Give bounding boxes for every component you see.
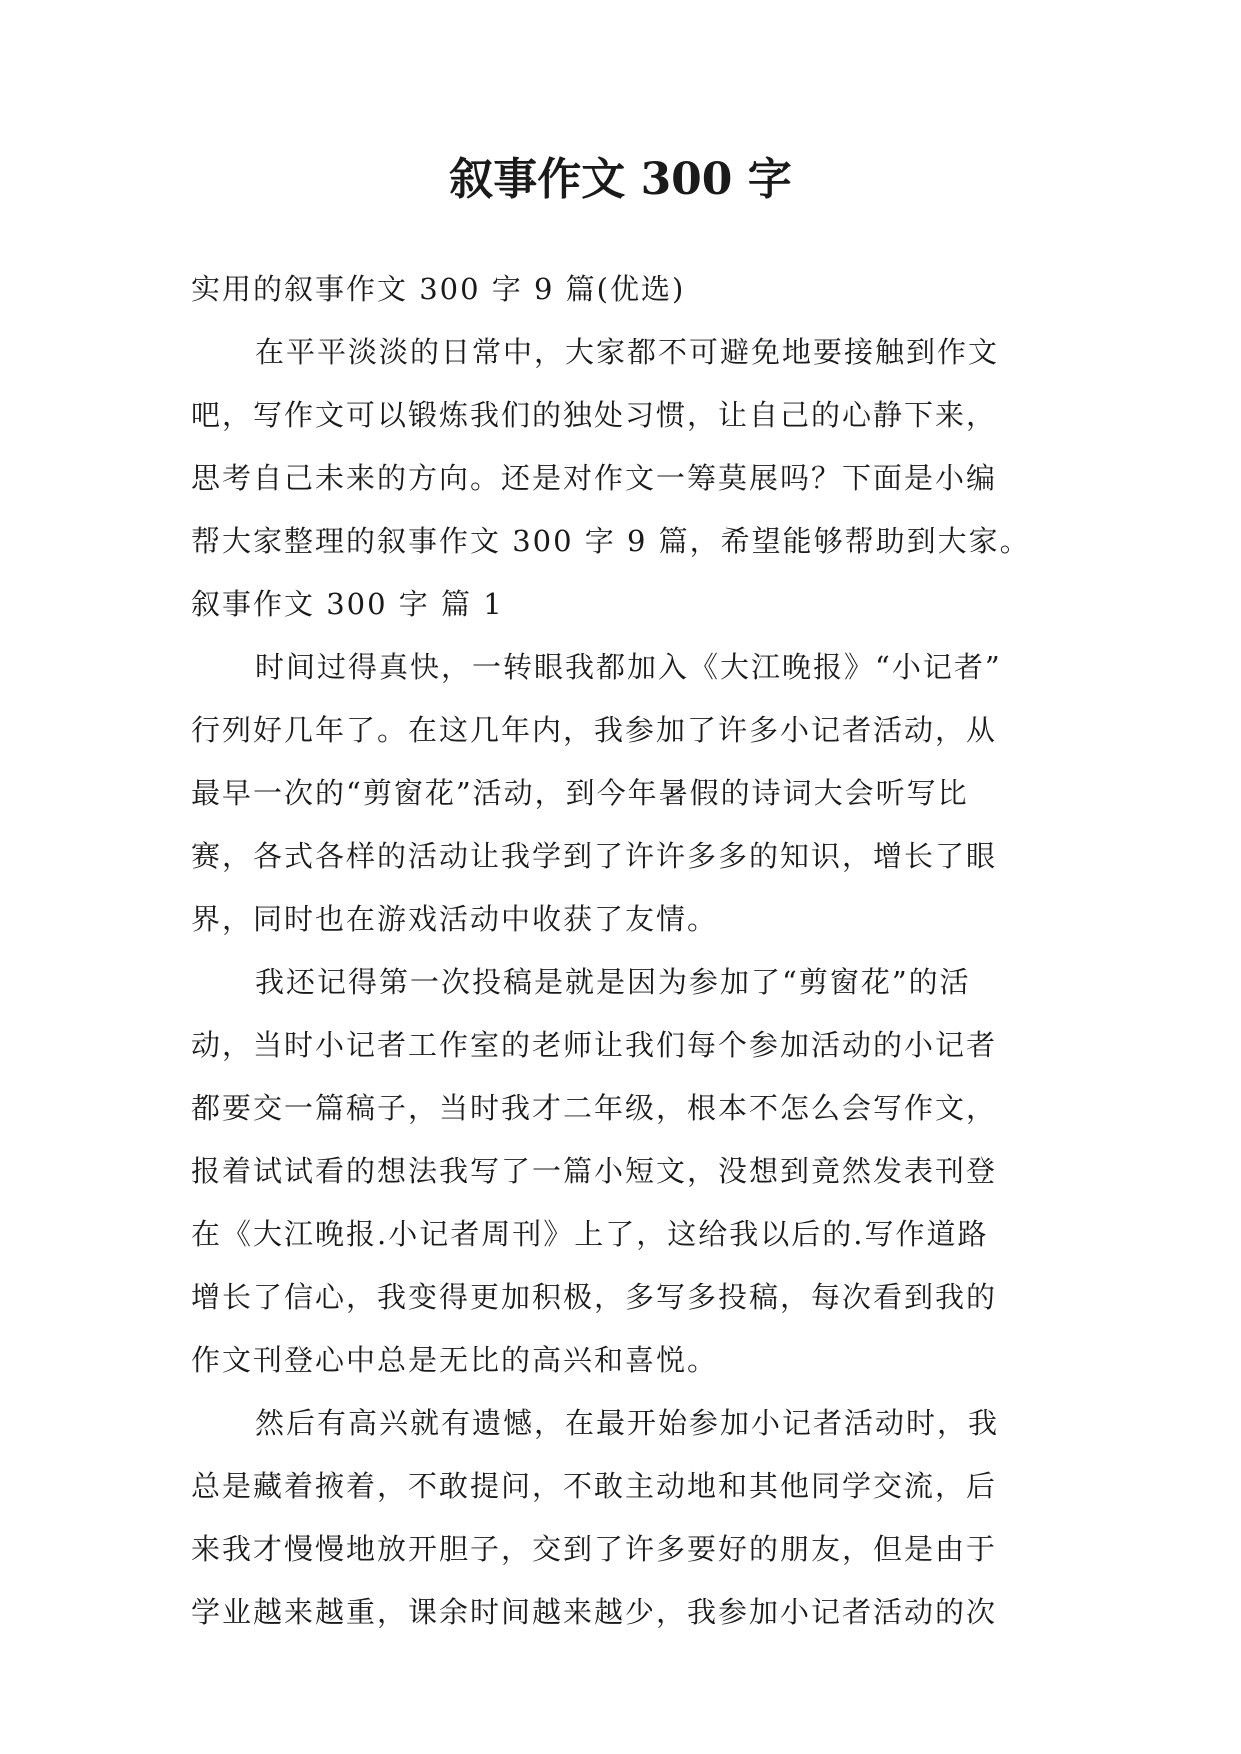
text-line: 在《大江晚报.小记者周刊》上了，这给我以后的.写作道路: [191, 1217, 989, 1251]
text-line: 赛，各式各样的活动让我学到了许许多多的知识，增长了眼: [191, 839, 998, 873]
document-body: [191, 258, 1061, 1644]
text-line: 吧，写作文可以锻炼我们的独处习惯，让自己的心静下来，: [191, 398, 998, 432]
text-line: 学业越来越重，课余时间越来越少，我参加小记者活动的次: [191, 1595, 998, 1629]
text-line: 我还记得第一次投稿是就是因为参加了“剪窗花”的活: [255, 965, 971, 999]
text-line: 行列好几年了。在这几年内，我参加了许多小记者活动，从: [191, 713, 998, 747]
text-line: 都要交一篇稿子，当时我才二年级，根本不怎么会写作文，: [191, 1091, 998, 1125]
text-line: 在平平淡淡的日常中，大家都不可避免地要接触到作文: [255, 335, 1000, 369]
document-title: 叙事作文 300 字: [449, 154, 792, 205]
text-line: 思考自己未来的方向。还是对作文一筹莫展吗？下面是小编: [191, 461, 998, 495]
text-line: 实用的叙事作文 300 字 9 篇(优选): [191, 272, 686, 306]
text-line: 动，当时小记者工作室的老师让我们每个参加活动的小记者: [191, 1028, 998, 1062]
text-line: 来我才慢慢地放开胆子，交到了许多要好的朋友，但是由于: [191, 1532, 998, 1566]
text-line: 总是藏着掖着，不敢提问，不敢主动地和其他同学交流，后: [191, 1469, 998, 1503]
text-line: 然后有高兴就有遗憾，在最开始参加小记者活动时，我: [255, 1406, 1000, 1440]
text-line: 最早一次的“剪窗花”活动，到今年暑假的诗词大会听写比: [191, 776, 969, 810]
text-line: 时间过得真快，一转眼我都加入《大江晚报》“小记者”: [255, 650, 1002, 684]
text-line: 作文刊登心中总是无比的高兴和喜悦。: [191, 1343, 719, 1377]
text-line: 界，同时也在游戏活动中收获了友情。: [191, 902, 719, 936]
text-line: 叙事作文 300 字 篇 1: [191, 587, 504, 621]
text-line: 增长了信心，我变得更加积极，多写多投稿，每次看到我的: [191, 1280, 998, 1314]
text-line: 报着试试看的想法我写了一篇小短文，没想到竟然发表刊登: [191, 1154, 998, 1188]
text-line: 帮大家整理的叙事作文 300 字 9 篇，希望能够帮助到大家。: [191, 524, 1031, 558]
